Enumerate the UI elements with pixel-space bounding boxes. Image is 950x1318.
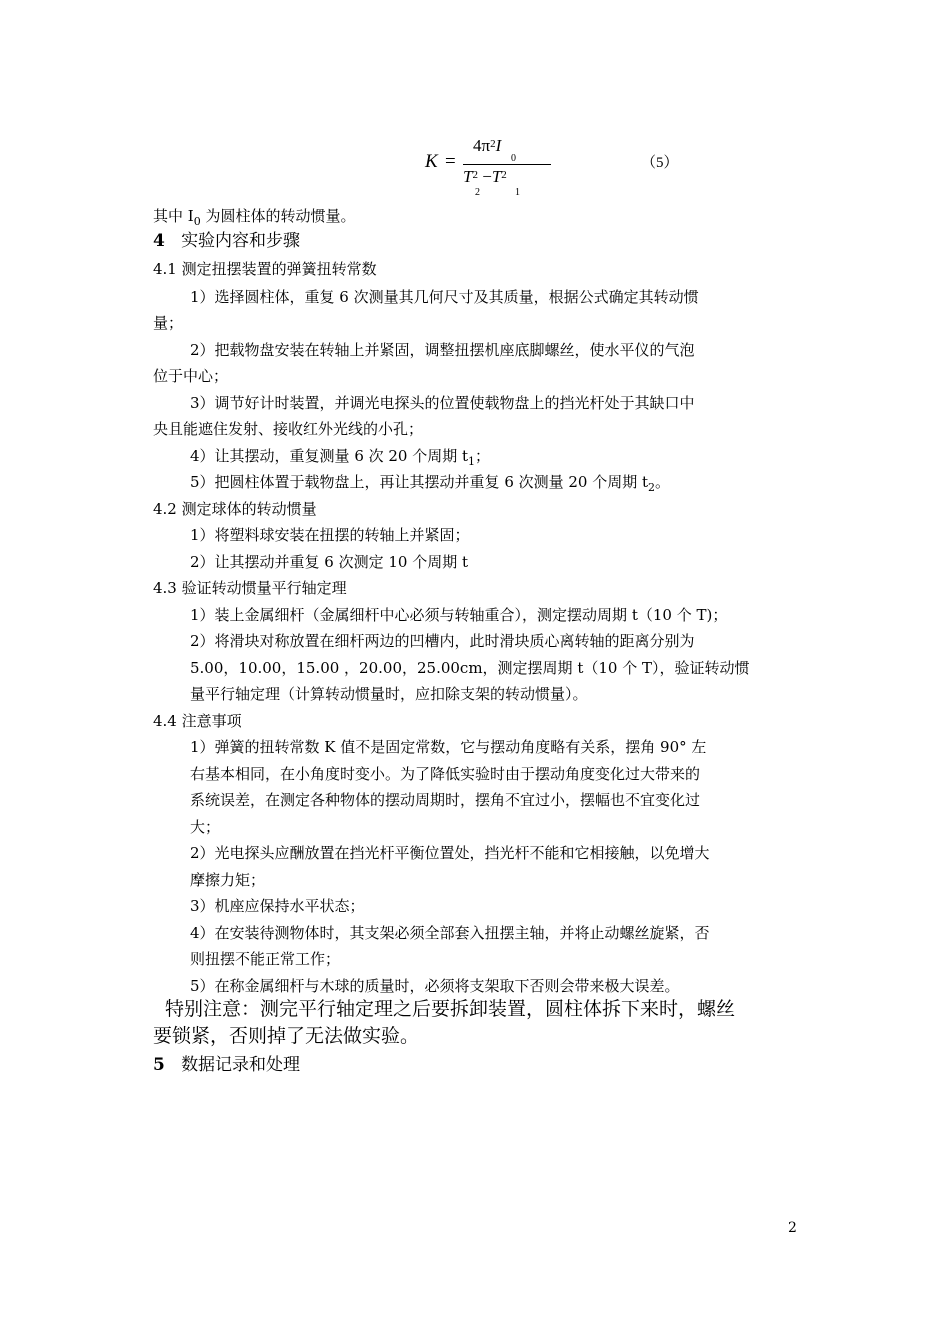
formula-denominator: $T^2 -T^2$ [463, 167, 507, 186]
formula-denominator-sub-1: 1 [515, 187, 520, 198]
formula-5 [423, 133, 683, 203]
note-4-4-1-line-b: 右基本相同，在小角度时变小。为了降低实验时由于摆动角度变化过大带来的 [190, 765, 701, 783]
note-4-4-4-line-a: 4）在安装待测物体时，其支架必须全部套入扭摆主轴，并将止动螺丝旋紧，否 [190, 924, 710, 942]
step-4-1-3-line-b: 央且能遮住发射、接收红外光线的小孔； [153, 420, 424, 438]
step-4-1-4: 4）让其摆动，重复测量 6 次 20 个周期 $t_1$； [190, 447, 491, 468]
note-4-4-5: 5）在称金属细杆与木球的质量时，必须将支架取下否则会带来极大误差。 [190, 977, 680, 995]
step-4-1-1-line-b: 量； [153, 314, 184, 332]
formula-denominator-sub-2: 2 [475, 187, 480, 198]
formula-numerator: $4\pi^2I$ [473, 136, 502, 155]
section-4-heading: 4 实验内容和步骤 [153, 231, 301, 251]
special-note-line-a: 特别注意：测完平行轴定理之后要拆卸装置，圆柱体拆下来时，螺丝 [165, 998, 736, 1020]
step-4-3-1: 1）装上金属细杆（金属细杆中心必须与转轴重合），测定摆动周期 t（10 个 T)； [190, 606, 728, 624]
subsection-4-4-heading: 4.4 注意事项 [153, 712, 242, 730]
section-5-heading: 5 数据记录和处理 [153, 1055, 301, 1075]
step-4-1-1-line-a: 1）选择圆柱体，重复 6 次测量其几何尺寸及其质量，根据公式确定其转动惯 [190, 288, 699, 306]
step-4-1-2-line-a: 2）把载物盘安装在转轴上并紧固，调整扭摆机座底脚螺丝，使水平仪的气泡 [190, 341, 695, 359]
formula-number: （5） [641, 155, 679, 171]
formula-numerator-sub: 0 [511, 153, 516, 164]
subsection-4-2-heading: 4.2 测定球体的转动惯量 [153, 500, 317, 518]
page-number: 2 [788, 1220, 797, 1236]
formula-lhs: K [425, 151, 438, 172]
note-4-4-1-line-a: 1）弹簧的扭转常数 K 值不是固定常数，它与摆动角度略有关系，摆角 90° 左 [190, 738, 707, 756]
formula-equals: = [445, 151, 456, 172]
step-4-1-3-line-a: 3）调节好计时装置，并调光电探头的位置使载物盘上的挡光杆处于其缺口中 [190, 394, 695, 412]
note-4-4-2-line-a: 2）光电探头应酬放置在挡光杆平衡位置处，挡光杆不能和它相接触，以免增大 [190, 844, 710, 862]
step-4-2-1: 1）将塑料球安装在扭摆的转轴上并紧固； [190, 526, 470, 544]
subsection-4-1-heading: 4.1 测定扭摆装置的弹簧扭转常数 [153, 260, 377, 278]
step-4-2-2: 2）让其摆动并重复 6 次测定 10 个周期 t [190, 553, 469, 571]
note-4-4-1-line-c: 系统误差，在测定各种物体的摆动周期时，摆角不宜过小，摆幅也不宜变化过 [190, 791, 701, 809]
fraction-bar [463, 164, 551, 165]
step-4-1-2-line-b: 位于中心； [153, 367, 229, 385]
paragraph-i0-definition: 其中 $I_0$ 为圆柱体的转动惯量。 [153, 207, 356, 228]
step-4-3-2-line-b: 5.00，10.00，15.00 ，20.00，25.00cm，测定摆周期 t（10 个 T），验证转动惯 [190, 659, 750, 677]
note-4-4-4-line-b: 则扭摆不能正常工作； [190, 950, 341, 968]
special-note-line-b: 要锁紧，否则掉了无法做实验。 [153, 1025, 420, 1047]
step-4-3-2-line-a: 2）将滑块对称放置在细杆两边的凹槽内，此时滑块质心离转轴的距离分别为 [190, 632, 695, 650]
note-4-4-3: 3）机座应保持水平状态； [190, 897, 365, 915]
subsection-4-3-heading: 4.3 验证转动惯量平行轴定理 [153, 579, 347, 597]
note-4-4-2-line-b: 摩擦力矩； [190, 871, 266, 889]
step-4-1-5: 5）把圆柱体置于载物盘上，再让其摆动并重复 6 次测量 20 个周期 $t_2$。 [190, 473, 671, 494]
step-4-3-2-line-c: 量平行轴定理（计算转动惯量时，应扣除支架的转动惯量）。 [190, 685, 588, 703]
note-4-4-1-line-d: 大； [190, 818, 221, 836]
